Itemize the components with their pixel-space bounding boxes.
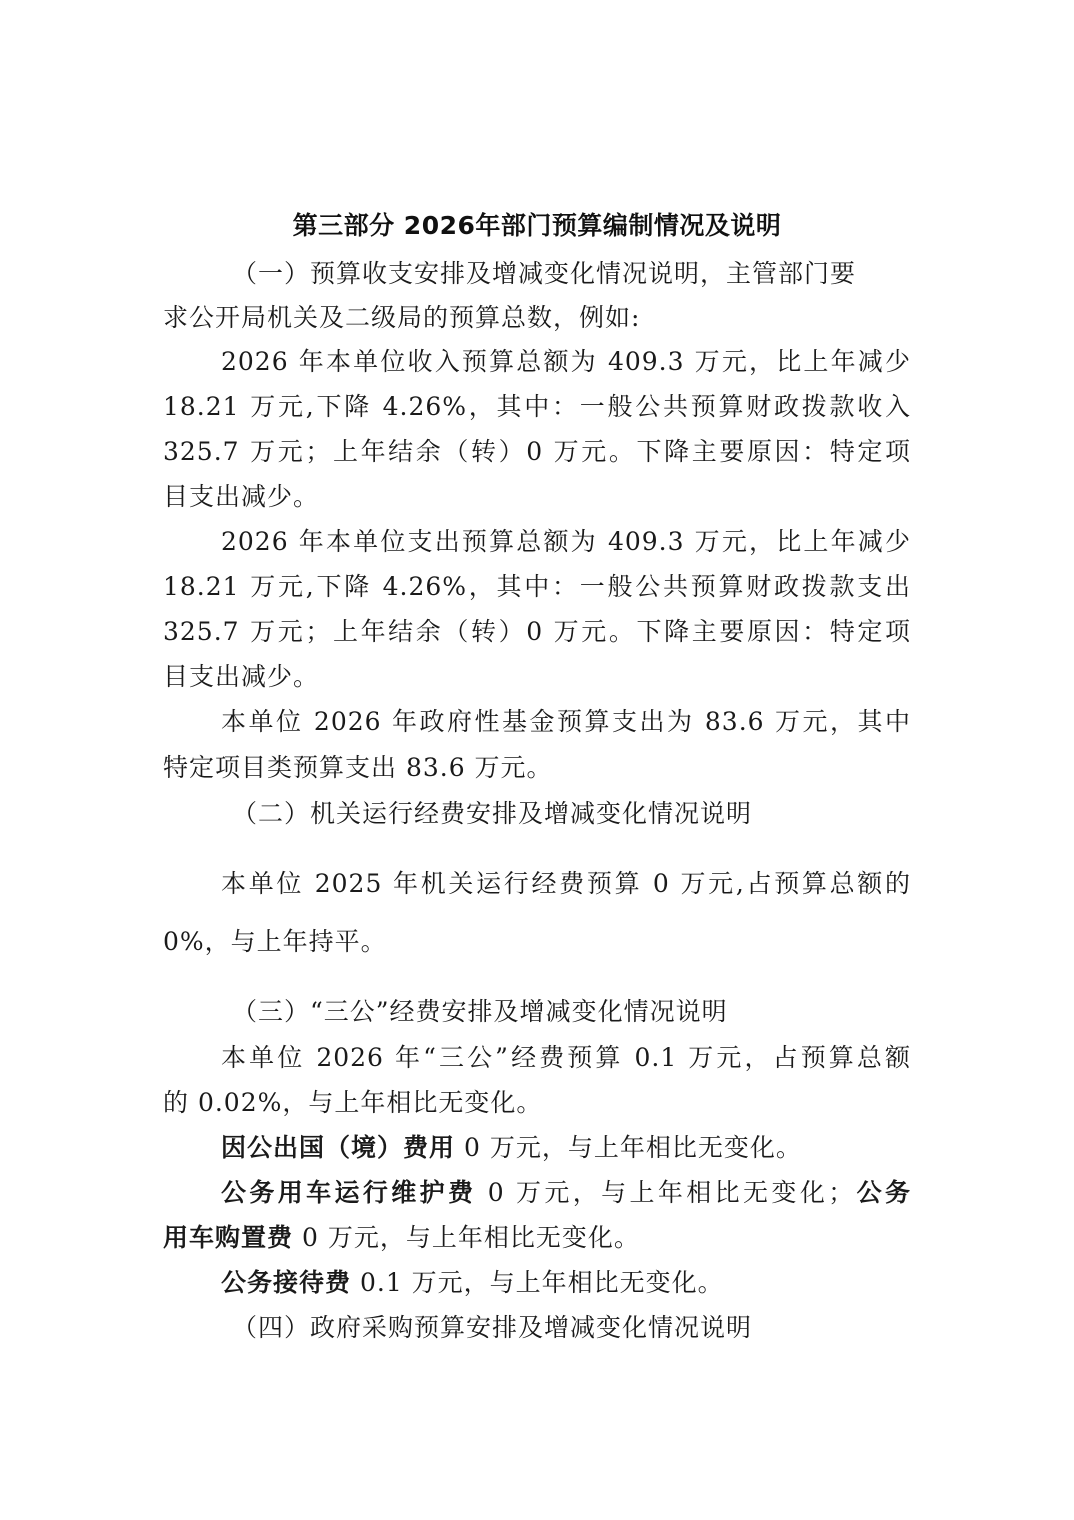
abroad-cost-line [221,1126,911,1170]
expense-paragraph-line-2: 18.21 万元,下降 4.26%，其中：一般公共预算财政拨款支出 [163,572,911,601]
vehicle-operation-label: 公务用车运行维护费 [221,1178,477,1207]
reception-cost-line [221,1261,911,1305]
section-3-heading: （三）“三公”经费安排及增减变化情况说明 [232,997,728,1026]
vehicle-purchase-label-part-1: 公务 [854,1178,911,1207]
income-paragraph-line-3: 325.7 万元；上年结余（转）0 万元。下降主要原因：特定项 [163,437,911,466]
income-paragraph-line-1: 2026 年本单位收入预算总额为 409.3 万元，比上年减少 [221,347,911,376]
fund-paragraph-line-1: 本单位 2026 年政府性基金预算支出为 83.6 万元，其中 [221,707,911,736]
vehicle-cost-line-2 [163,1216,911,1260]
abroad-cost-label: 因公出国（境）费用 [221,1133,456,1162]
operating-cost-line-1: 本单位 2025 年机关运行经费预算 0 万元,占预算总额的 [221,869,911,898]
income-paragraph-line-2: 18.21 万元,下降 4.26%，其中：一般公共预算财政拨款收入 [163,392,911,421]
income-paragraph-line-4: 目支出减少。 [163,482,320,511]
expense-paragraph-line-3: 325.7 万元；上年结余（转）0 万元。下降主要原因：特定项 [163,617,911,646]
expense-paragraph-line-4: 目支出减少。 [163,662,320,691]
vehicle-purchase-label-part-2: 用车购置费 [163,1223,294,1252]
abroad-cost-text: 0 万元，与上年相比无变化。 [455,1133,802,1162]
vehicle-cost-line-1 [221,1171,911,1215]
three-public-line-1: 本单位 2026 年“三公”经费预算 0.1 万元，占预算总额 [221,1043,911,1072]
fund-paragraph-line-2: 特定项目类预算支出 83.6 万元。 [163,753,553,782]
operating-cost-line-2: 0%，与上年持平。 [163,927,387,956]
section-4-heading: （四）政府采购预算安排及增减变化情况说明 [232,1313,753,1342]
expense-paragraph-line-1: 2026 年本单位支出预算总额为 409.3 万元，比上年减少 [221,527,911,556]
three-public-line-2: 的 0.02%，与上年相比无变化。 [163,1088,543,1117]
section-1-heading-line-2: 求公开局机关及二级局的预算总数，例如: [163,303,641,332]
section-1-heading-line-1: （一）预算收支安排及增减变化情况说明，主管部门要 [232,259,857,288]
vehicle-purchase-text: 0 万元，与上年相比无变化。 [293,1223,640,1252]
reception-cost-label: 公务接待费 [221,1268,352,1297]
page-title: 第三部分 2026年部门预算编制情况及说明 [292,211,782,240]
reception-cost-text: 0.1 万元，与上年相比无变化。 [351,1268,724,1297]
vehicle-operation-text: 0 万元，与上年相比无变化； [476,1178,855,1207]
section-2-heading: （二）机关运行经费安排及增减变化情况说明 [232,799,753,828]
